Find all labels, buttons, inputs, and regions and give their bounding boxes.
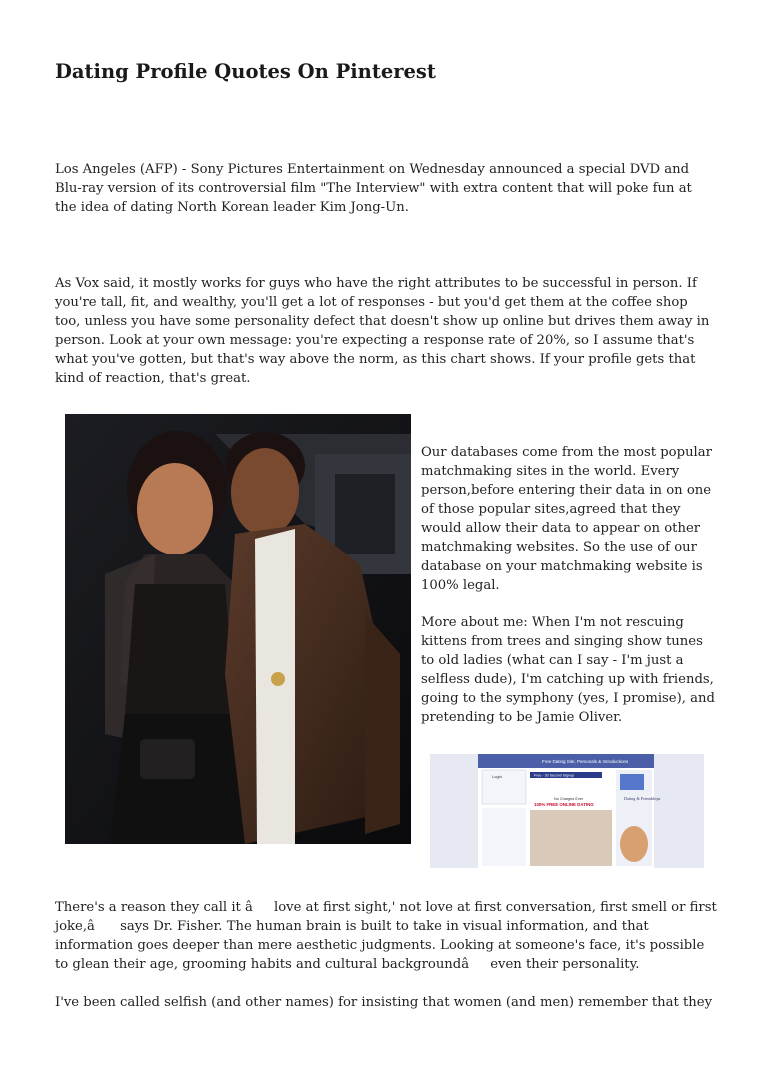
screenshot-signup-banner: Free - 30 Second Signup (534, 773, 574, 778)
about-me-paragraph: More about me: When I'm not rescuing kittens from trees and singing show tunes to old ladies (what can I say - I'm just a selfless dude), I'm catching up with friends, going to the symphony (yes, I promise), and pretending to be Jamie Oliver. (421, 615, 715, 725)
screenshot-side-text: Dating & Friendships (624, 796, 661, 801)
couple-photo (65, 414, 411, 844)
vox-paragraph: As Vox said, it mostly works for guys who have the right attributes to be successful in person. If you're tall, fit, and wealthy, you'll get a lot of responses - but you'd get them at the coffee shop too, unless you have some personality defect that doesn't show up online but drives them away in person. Look at your own message: you're expecting a response rate of 20%, so I assume that's what you've gotten, but that's way above the norm, as this chart shows. If your profile gets that kind of reaction, that's great. (55, 276, 710, 386)
dating-site-illustration (430, 754, 704, 868)
dating-site-screenshot (430, 754, 704, 868)
screenshot-login-label: Login (492, 774, 502, 779)
intro-paragraph: Los Angeles (AFP) - Sony Pictures Entertainment on Wednesday announced a special DVD and Blu-ray version of its controversial film "The Interview" with extra content that will poke fun at the idea of dating North Korean leader Kim Jong-Un. (55, 162, 692, 215)
selfish-paragraph: I've been called selfish (and other names) for insisting that women (and men) remember that they (55, 995, 713, 1010)
screenshot-headline: 100% FREE ONLINE DATING (534, 802, 594, 807)
screenshot-free-label: No Charges Ever (554, 797, 584, 801)
databases-paragraph: Our databases come from the most popular matchmaking sites in the world. Every person,before entering their data in on one of those popular sites,agreed that they would allow their data to appear on other matchmaking websites. So the use of our database on your matchmaking website is 100% legal. (421, 445, 712, 593)
fisher-paragraph: There's a reason they call it âlove at first sight,' not love at first conversation, first smell or first joke,â says Dr. Fisher. The human brain is built to take in visual information, and that information goes deeper than mere aesthetic judgments. Looking at someone's face, it's possible to glean their age, grooming habits and cultural backgroundâeven their personality. (55, 900, 717, 972)
couple-photo-illustration (65, 414, 411, 844)
screenshot-tagline: Free Dating Site, Personals & Introductions (542, 759, 629, 764)
page-title: Dating Profile Quotes On Pinterest (55, 60, 436, 83)
